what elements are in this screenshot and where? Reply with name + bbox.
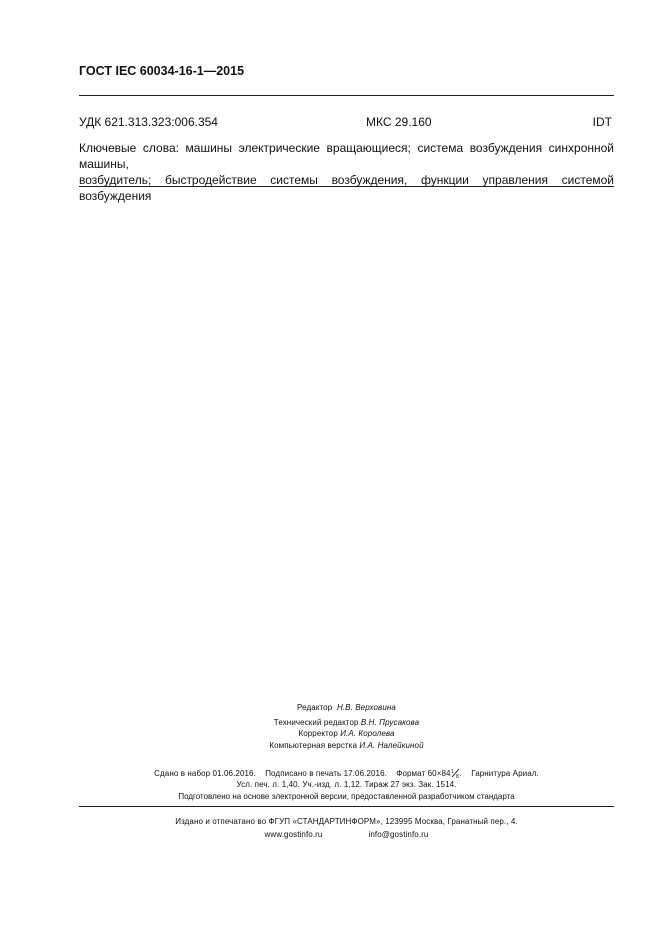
layout-name: И.А. Налейкиной <box>359 741 424 750</box>
editor-line <box>79 703 614 712</box>
prepared-note-line: Подготовлено на основе электронной версии, предоставленной разработчиком стандарта <box>178 792 515 801</box>
publisher-line: Издано и отпечатано во ФГУП «СТАНДАРТИНФОРМ», 123995 Москва, Гранатный пер., 4. <box>175 817 518 826</box>
keywords-line-2: возбудитель; быстродействие системы возбуждения, функции управления системой возбуждения <box>79 173 614 203</box>
mks-code: МКС 29.160 <box>366 115 432 129</box>
top-divider <box>79 95 614 96</box>
layout-label: Компьютерная верстка <box>269 741 358 750</box>
keywords-line-1: Ключевые слова: машины электрические вращающиеся; система возбуждения синхронной машины, <box>79 141 614 171</box>
editor-name: Н.В. Верховина <box>336 703 396 712</box>
website-link[interactable]: www.gostinfo.ru <box>264 830 323 839</box>
proofreader-line <box>79 729 614 738</box>
proofreader-name: И.А. Королева <box>340 729 395 738</box>
editor-label: Редактор <box>297 703 333 712</box>
publisher-divider <box>79 806 614 807</box>
proofreader-label: Корректор <box>298 729 338 738</box>
typeface-info: . Гарнитура Ариал. <box>459 769 539 778</box>
tech-editor-line <box>79 718 614 727</box>
tech-editor-label: Технический редактор <box>273 718 359 727</box>
keywords-divider <box>79 186 614 187</box>
udk-code: УДК 621.313.323:006.354 <box>79 115 218 129</box>
tech-editor-name: В.Н. Прусакова <box>360 718 420 727</box>
format-fraction-glyph <box>451 768 460 777</box>
email-link[interactable]: info@gostinfo.ru <box>368 830 429 839</box>
print-volume-line: Усл. печ. л. 1,40. Уч.-изд. л. 1,12. Тираж 27 экз. Зак. 1514. <box>236 780 457 789</box>
classification-row <box>79 115 614 131</box>
publisher-contacts <box>79 830 614 839</box>
print-dates: Сдано в набор 01.06.2016. Подписано в печать 17.06.2016. Формат 60×84 <box>154 769 451 778</box>
print-details-line <box>79 768 614 778</box>
document-code: ГОСТ IEC 60034-16-1—2015 <box>79 64 245 78</box>
keywords-block <box>79 140 614 204</box>
equivalence-degree: IDT <box>592 115 612 129</box>
layout-line <box>79 741 614 750</box>
fraction-denominator: 8 <box>455 774 459 778</box>
fraction-numerator: 1 <box>450 769 454 775</box>
